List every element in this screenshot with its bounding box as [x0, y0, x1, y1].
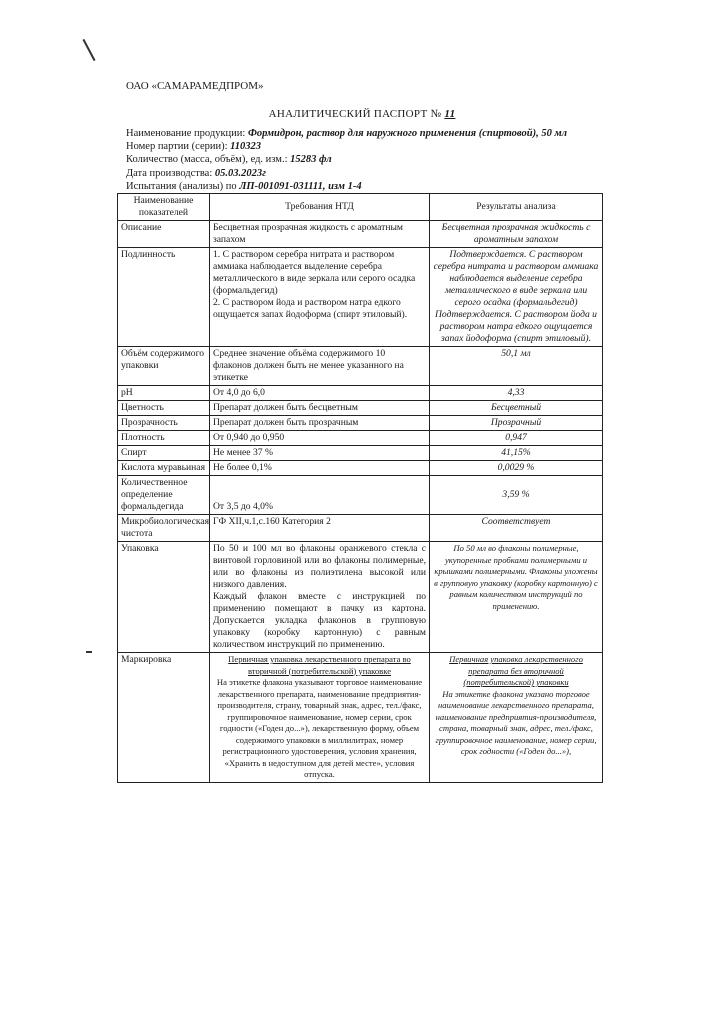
row-name: Плотность — [118, 431, 210, 446]
row-result: 3,59 % — [430, 476, 603, 515]
company-name: ОАО «САМАРАМЕДПРОМ» — [126, 80, 264, 92]
row-requirement: Не более 0,1% — [210, 461, 430, 476]
row-result: Прозрачный — [430, 416, 603, 431]
row-name: Микробиологическая чистота — [118, 515, 210, 542]
quantity-value: 15283 фл — [290, 154, 332, 166]
row-name: Спирт — [118, 446, 210, 461]
table-row — [118, 431, 603, 446]
table-row — [118, 386, 603, 401]
analysis-table — [117, 193, 603, 783]
table-header — [118, 194, 603, 221]
header-results: Результаты анализа — [430, 194, 603, 221]
row-name: Подлинность — [118, 248, 210, 347]
header-name: Наименование показателей — [118, 194, 210, 221]
table-row — [118, 515, 603, 542]
row-result: 41,15% — [430, 446, 603, 461]
row-requirement: По 50 и 100 мл во флаконы оранжевого стекла с винтовой горловиной или во флаконы полимерные, или во флаконы из полиэтилена высокой или низкого давления. Каждый флакон вместе с инструкцией по применению помещают в пачку из картона. Допускается укладка флаконов в групповую упаковку (коробку картонную) с равным количеством инструкций по применению. — [210, 542, 430, 653]
table-row — [118, 461, 603, 476]
row-result: Соответствует — [430, 515, 603, 542]
row-result — [430, 653, 603, 783]
batch-value: 110323 — [230, 141, 262, 153]
row-requirement: Среднее значение объёма содержимого 10 флаконов должен быть не менее указанного на этикетке — [210, 347, 430, 386]
table-row — [118, 248, 603, 347]
row-requirement: 1. С раствором серебра нитрата и раствором аммиака наблюдается выделение серебра металлического в виде зеркала или серого осадка (формальдегид) 2. С раствором йода и раствором натра едкого ощущается запах йодоформа (спирт этиловый). — [210, 248, 430, 347]
tests-value: ЛП-001091-031111, изм 1-4 — [239, 180, 362, 192]
row-result: Бесцветный — [430, 401, 603, 416]
scan-mark — [86, 651, 92, 653]
table-row — [118, 446, 603, 461]
table-row — [118, 347, 603, 386]
batch-label: Номер партии (серии): — [126, 141, 228, 153]
row-requirement: Не менее 37 % — [210, 446, 430, 461]
row-name: Упаковка — [118, 542, 210, 653]
row-requirement: Препарат должен быть прозрачным — [210, 416, 430, 431]
row-requirement: Препарат должен быть бесцветным — [210, 401, 430, 416]
header-requirements: Требования НТД — [210, 194, 430, 221]
row-result: 4,33 — [430, 386, 603, 401]
result-text: На этикетке флакона указано торговое наименование лекарственного препарата, наименование предприятия-производителя, страна, товарный знак, адрес, тел./факс, группировочное наименование, номер серии, срок годности («Годен до...»), — [435, 688, 597, 756]
table-row — [118, 542, 603, 653]
table-row — [118, 416, 603, 431]
table-row — [118, 476, 603, 515]
scan-mark — [82, 39, 95, 61]
product-meta — [126, 127, 567, 193]
row-requirement: От 3,5 до 4,0% — [210, 476, 430, 515]
table-row — [118, 653, 603, 783]
row-name: Маркировка — [118, 653, 210, 783]
row-result: Бесцветная прозрачная жидкость с ароматным запахом — [430, 221, 603, 248]
row-name: Объём содержимого упаковки — [118, 347, 210, 386]
requirement-heading: Первичная упаковка лекарственного препарата во вторичной (потребительской) упаковке — [228, 654, 411, 676]
row-requirement: От 0,940 до 0,950 — [210, 431, 430, 446]
result-heading: Первичная упаковка лекарственного препарата без вторичной (потребительской) упаковки — [449, 654, 583, 687]
title-prefix: АНАЛИТИЧЕСКИЙ ПАСПОРТ № — [268, 108, 442, 120]
row-name: Количественное определение формальдегида — [118, 476, 210, 515]
tests-label: Испытания (анализы) по — [126, 180, 237, 192]
row-result: Подтверждается. С раствором серебра нитрата и раствором аммиака наблюдается выделение серебра металлического в виде зеркала или серого осадка (формальдегид) Подтверждается. С раствором йода и раствором натра едкого ощущается запах йодоформа (спирт этиловый). — [430, 248, 603, 347]
row-name: Кислота муравьиная — [118, 461, 210, 476]
row-name: pH — [118, 386, 210, 401]
product-label: Наименование продукции: — [126, 128, 246, 139]
row-requirement: ГФ XII,ч.1,с.160 Категория 2 — [210, 515, 430, 542]
date-label: Дата производства: — [126, 167, 213, 179]
row-name: Описание — [118, 221, 210, 248]
row-result: 50,1 мл — [430, 347, 603, 386]
product-value: Формидрон, раствор для наружного применения (спиртовой), 50 мл — [247, 128, 568, 139]
table-row — [118, 221, 603, 248]
row-requirement: Бесцветная прозрачная жидкость с ароматным запахом — [210, 221, 430, 248]
row-result: 0,0029 % — [430, 461, 603, 476]
requirement-text: На этикетке флакона указывают торговое наименование лекарственного препарата, наименование предприятия-производителя, страну, товарный знак, адрес, тел./факс, группировочное наименование, номер серии, срок годности («Годен до...»), лекарственную форму, объем содержимого упаковки в миллилитрах, номер регистрационного удостоверения, условия хранения, «Хранить в недоступном для детей месте», условия отпуска. — [216, 677, 423, 779]
row-result: 0,947 — [430, 431, 603, 446]
row-requirement: От 4,0 до 6,0 — [210, 386, 430, 401]
table-row — [118, 401, 603, 416]
document-title — [0, 108, 724, 120]
quantity-label: Количество (масса, объём), ед. изм.: — [126, 154, 288, 166]
row-name: Цветность — [118, 401, 210, 416]
row-name: Прозрачность — [118, 416, 210, 431]
row-result: По 50 мл во флаконы полимерные, укупоренные пробками полимерными и крышками полимерными. Флаконы уложены в групповую упаковку (коробку картонную) с равным количеством инструкций по применению. — [430, 542, 603, 653]
passport-number: 11 — [444, 108, 456, 120]
row-requirement — [210, 653, 430, 783]
date-value: 05.03.2023г — [214, 167, 267, 179]
